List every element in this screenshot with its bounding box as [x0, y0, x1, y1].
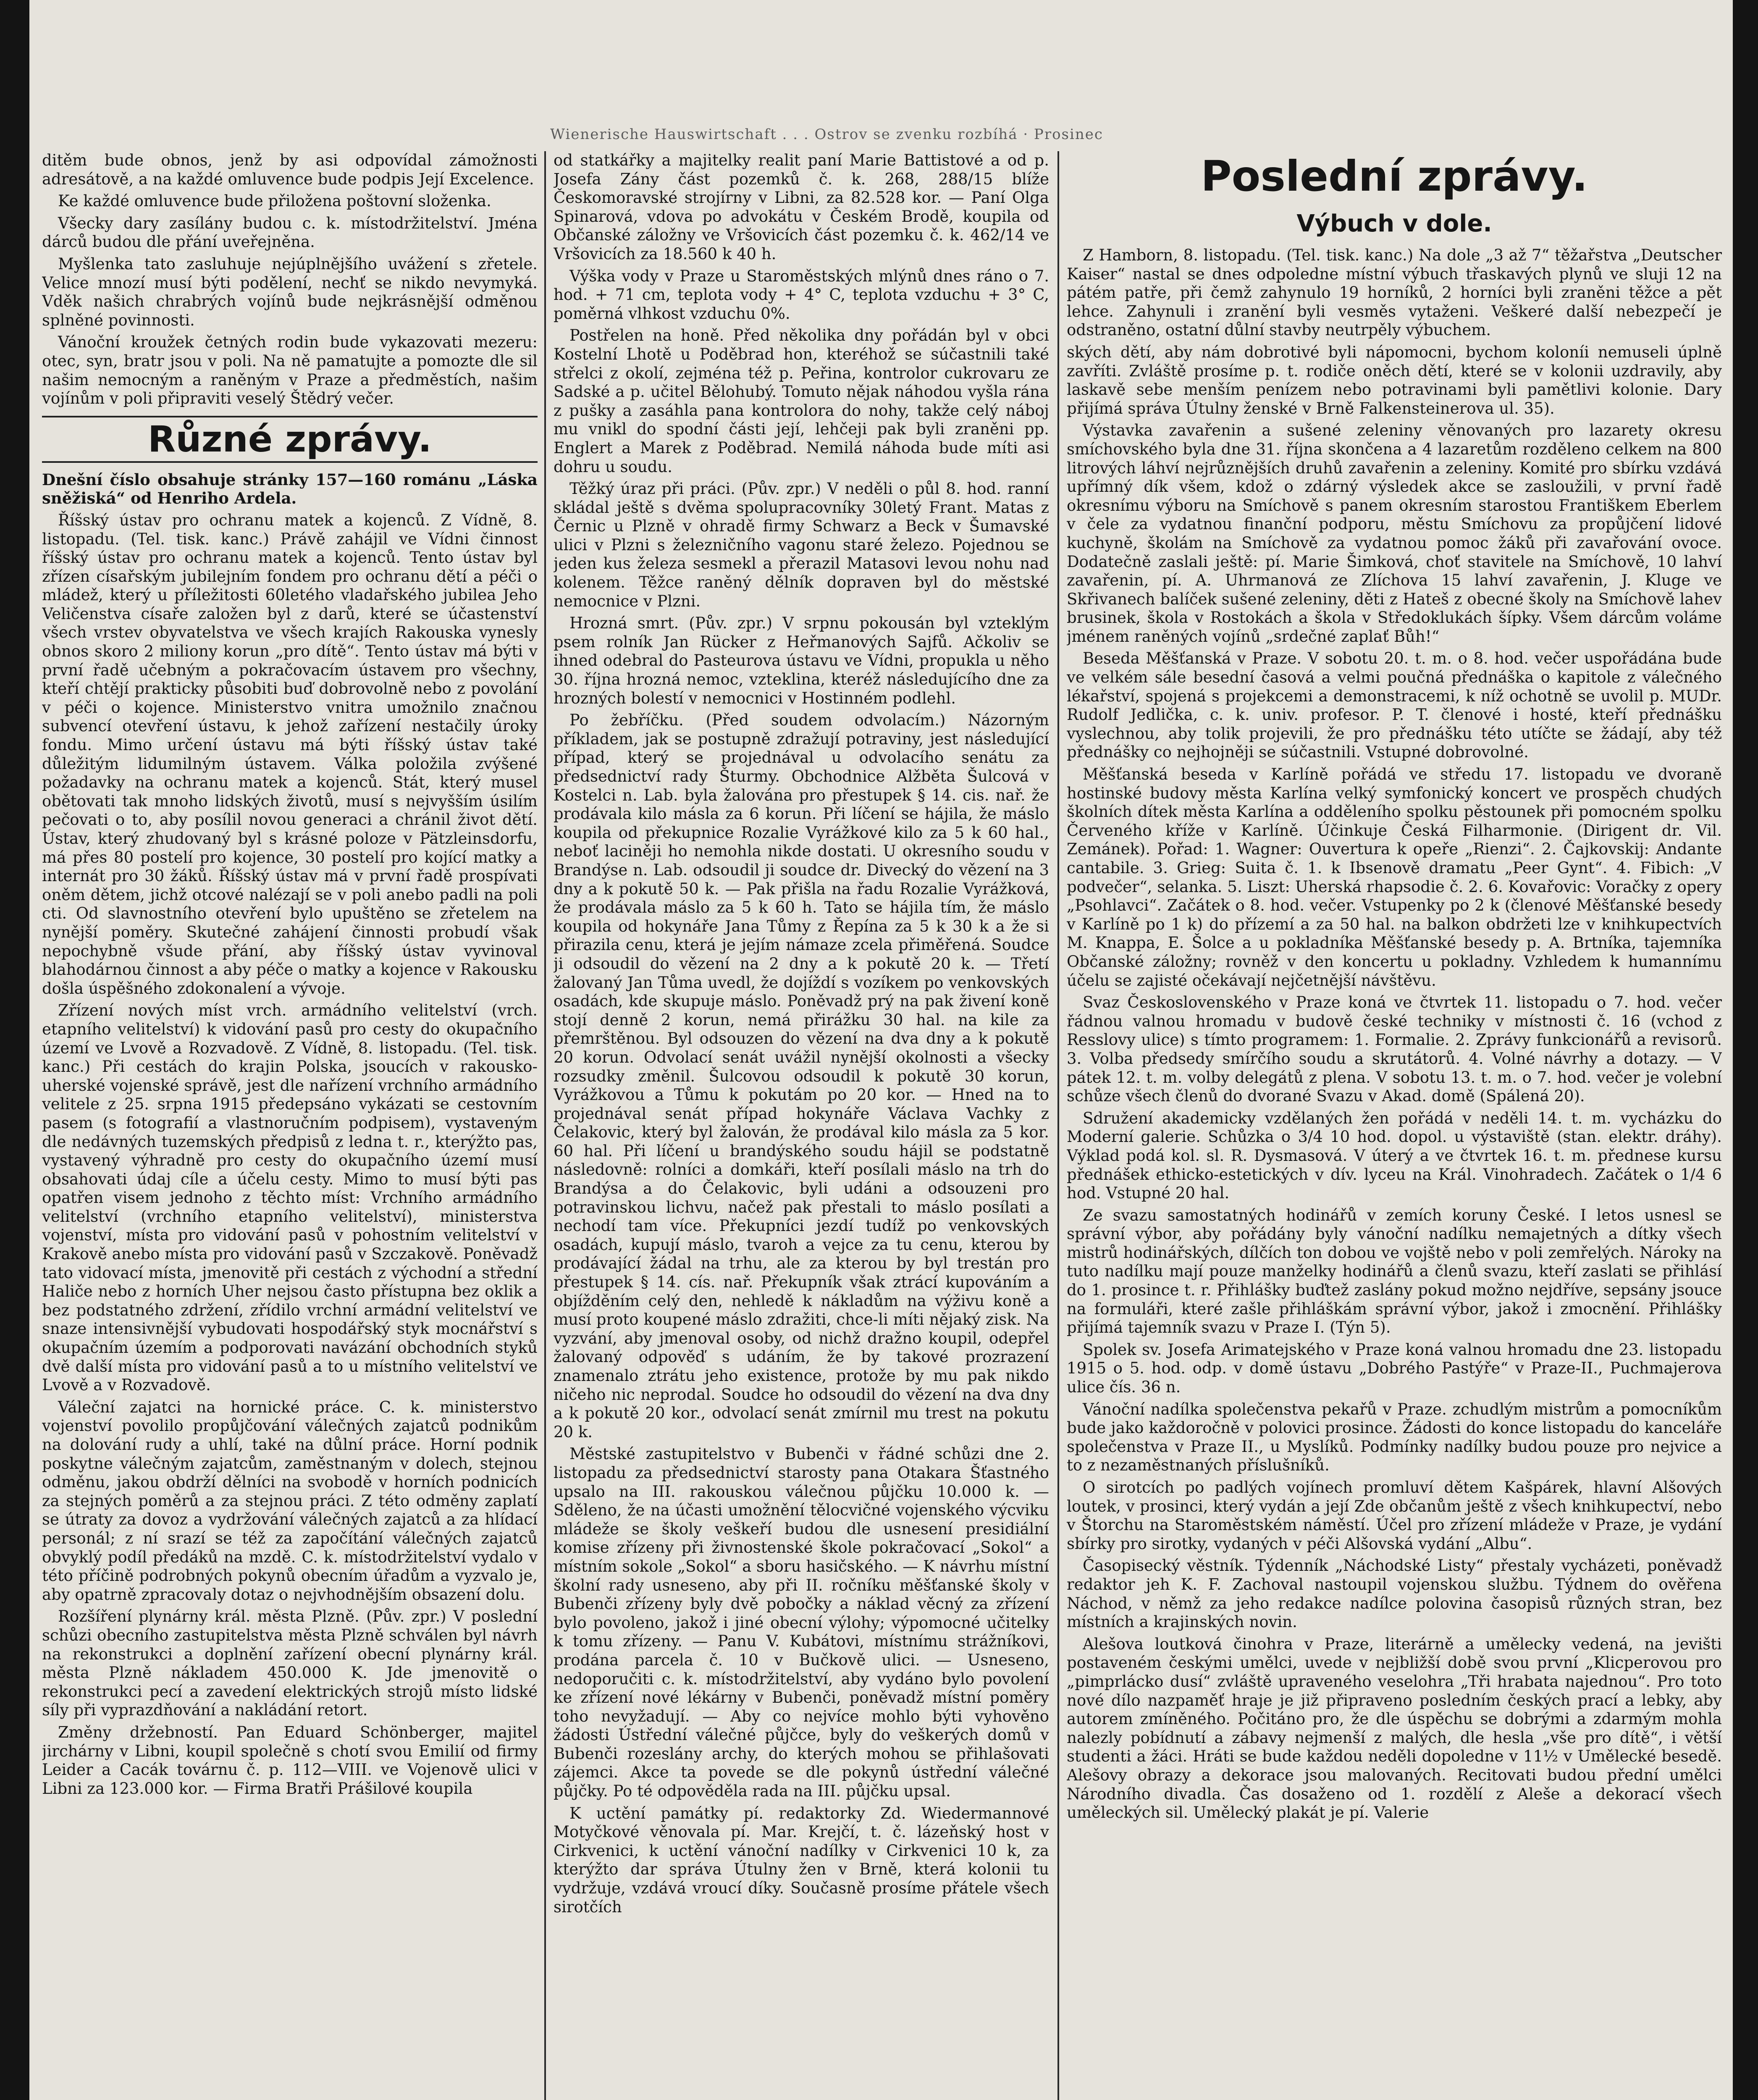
- article-paragraph: Myšlenka tato zasluhuje nejúplnějšího uvážení s zřetele. Velice mnozí musí býti podělení, nechť se nikdo nevymyká. Vděk našich chrabrých vojínů bude nejkrásnější odměnou splněné povinnosti.: [42, 255, 538, 329]
- column-rule-2: [1057, 151, 1059, 2100]
- news-item: Rozšíření plynárny král. města Plzně. (Pův. zpr.) V poslední schůzi obecního zastupitelstva města Plzně schválen byl návrh na rekonstrukci a doplnění zařízení obecní plynárny král. města Plzně nákladem 450.000 K. Jde jmenovitě o rekonstrukci pecí a zavedení elektrických strojů místo lidské síly při vyprazdňování a nakládání retort.: [42, 1607, 538, 1719]
- section-heading-ruzne-zpravy: Různé zprávy.: [42, 416, 538, 463]
- news-item: Dnešní číslo obsahuje stránky 157—160 románu „Láska sněžiská“ od Henriho Ardela.: [42, 470, 538, 508]
- news-item: Alešova loutková činohra v Praze, literárně a umělecky vedená, na jevišti postaveném českými umělci, uvede v nejbližší době svou první „Klicperovou pro „pimprlácko dusí“ zvláště upraveného veselohra „Tři hrabata najednou“. Pro toto nové dílo nazpaměť hraje je již připraveno posledním českých prací a lebky, aby autorem zmíněného. Počitáno pro, že dle úspěchu se dobrými a zdarmým mohla nalezly pobídnutí a zábavy nejmenší z malých, dle hesla „vše pro dítě“, i větší studenti a žáci. Hráti se bude každou neděli dopoledne v 11½ v Umělecké besedě. Alešovy obrazy a dekorace jsou malovaných. Recitovati budou přední umělci Národního divadla. Čas dosaženo od 1. rozdělí z Aleše a dekorací všech uměleckých sil. Umělecký plakát je pí. Valerie: [1067, 1635, 1722, 1822]
- news-item: Svaz Československého v Praze koná ve čtvrtek 11. listopadu o 7. hod. večer řádnou valnou hromadu v budově české techniky v místnosti č. 16 (vchod z Resslovy ulice) s tímto programem: 1. Formalie. 2. Zprávy funkcionářů a revisorů. 3. Volba předsedy smírčího soudu a skrutátorů. 4. Volné návrhy a dotazy. — V pátek 12. t. m. volby delegátů z plena. V sobotu 13. t. m. o 7. hod. večer je volební schůze všech členů do dvorané Svazu v Akad. domě (Spálená 20).: [1067, 993, 1722, 1105]
- news-item: Časopisecký věstník. Týdenník „Náchodské Listy“ přestaly vycházeti, poněvadž redaktor jeh K. F. Zachoval nastoupil vojenskou službu. Týdnem do ověřena Náchod, v němž za jeho redakce nadílce polovina časopisů různých stran, bez místních a krajinských novin.: [1067, 1557, 1722, 1631]
- news-item: Sdružení akademicky vzdělaných žen pořádá v neděli 14. t. m. vycházku do Moderní galerie. Schůzka o 3/4 10 hod. dopol. u výstaviště (stan. elektr. dráhy). Výklad podá kol. sl. R. Dysmasová. V úterý a ve čtvrtek 16. t. m. přednese kursu přednášek ethicko-estetických v dív. lyceu na Král. Vinohradech. Začátek o 1/4 6 hod. Vstupné 20 hal.: [1067, 1109, 1722, 1202]
- news-item: ských dětí, aby nám dobrotivé byli nápomocni, bychom koloníi nemuseli úplně zavříti. Zvláště prosíme p. t. rodiče oněch dětí, které se v kolonii uzdravily, aby laskavě sebe menším penízem nebo potravinami byli pamětlivi kolonie. Dary přijímá správa Útulny ženské v Brně Falkensteinerova ul. 35).: [1067, 343, 1722, 417]
- column-1: [42, 151, 538, 2100]
- news-item: Z Hamborn, 8. listopadu. (Tel. tisk. kanc.) Na dole „3 až 7“ těžařstva „Deutscher Kaiser“ nastal se dnes odpoledne místní výbuch třaskavých plynů ve sluji 12 na pátém patře, při čemž zahynulo 19 horníků, 2 horníci byli zraněni těžce a pět lehce. Zahynuli i zranění byli vesměs vytaženi. Veškeré další nebezpečí je odstraněno, ostatní důlní stavby neutrpěly výbuchem.: [1067, 246, 1722, 339]
- news-item: Po žebříčku. (Před soudem odvolacím.) Názorným příkladem, jak se postupně zdražují potraviny, jest následující případ, který se projednával u odvolacího senátu za předsednictví rady Šturmy. Obchodnice Alžběta Šulcová v Kostelci n. Lab. byla žalována pro přestupek § 14. cis. nař. že prodávala kilo másla za 6 korun. Při líčení se hájila, že máslo koupila od překupnice Rozalie Vyrážkové kilo za 5 k 60 hal., neboť laciněji ho nemohla nikde dostati. U okresního soudu v Brandýse n. Lab. odsoudil ji soudce dr. Divecký do vězení na 3 dny a k pokutě 50 k. — Pak přišla na řadu Rozalie Vyrážková, že prodávala máslo za 5 k 60 h. Tato se hájila tím, že máslo koupila od hokynáře Jana Tůmy z Řepína za 5 k 30 k a že si přirazila cenu, která je jejím námaze zcela přiměřená. Soudce ji odsoudil do vězení na 2 dny a k pokutě 20 k. — Třetí žalovaný Jan Tůma uvedl, že dojíždí s vozíkem po venkovských osadách, kde skupuje máslo. Poněvadž prý na pak živení koně stojí denně 2 korun, nemá přirážku 30 hal. na kile za přemrštěnou. Byl odsouzen do vězení na dva dny a k pokutě 20 korun. Odvolací senát uvážil nynější okolnosti a všecky rozsudky změnil. Šulcovou odsoudil k pokutě 30 korun, Vyrážkovou a Tůmu k pokutám po 20 kor. — Hned na to projednával senát případ hokynáře Václava Vachky z Čelakovic, který byl žalován, že prodával kilo másla za 5 kor. 60 hal. Při líčení u brandýského soudu hájil se podstatně následovně: rolníci a domkáři, kteří posílali máslo na trh do Brandýsa a do Čelakovic, byli udáni a odsouzeni pro potravinskou lichvu, načež pak přestali to máslo posílati a nechodí tam více. Překupníci jezdí tudíž po venkovských osadách, kupují máslo, tvaroh a vejce za tu cenu, kterou by prodávající žádal na trhu, ale za kterou by byl trestán pro přestupek § 14. cís. nař. Překupník však ztrácí kupováním a objížděním celý den, nehledě k nákladům na výživu koně a musí proto koupené máslo zdražiti, chce-li míti nějaký zisk. Na vyzvání, aby jmenoval osoby, od nichž dražno koupil, odepřel žalovaný odpověď s udáním, že by takové prozrazení znamenalo ztrátu jeho existence, protože by mu pak nikdo ničeho nic neprodal. Soudce ho odsoudil do vězení na dva dny a k pokutě 20 kor., odvolací senát zmírnil mu trest na pokutu 20 k.: [554, 711, 1049, 1441]
- news-item: Váleční zajatci na hornické práce. C. k. ministerstvo vojenství povolilo propůjčování válečných zajatců podnikům na dolování rudy a uhlí, také na důlní práce. Horní podnik poskytne válečným zajatcům, zaměstnaným v dolech, stejnou odměnu, jakou obdrží dělníci na svobodě v horních podnicích za stejných poměrů a za stejnou práci. Z této odměny zaplatí se útraty za dovoz a vydržování válečných zajatců a za hlídací personál; z ní srazí se též za započítání válečných zajatců obvyklý podíl předáků na mzdě. C. k. místodržitelství vydalo v této příčině podrobných pokynů obecním úřadům a vyzvalo je, aby opatrně zpracovaly dotaz o nejvhodnějším obsazení dolu.: [42, 1398, 538, 1604]
- news-item: Říšský ústav pro ochranu matek a kojenců. Z Vídně, 8. listopadu. (Tel. tisk. kanc.) Právě zahájil ve Vídni činnost říšský ústav pro ochranu matek a kojenců. Tento ústav byl zřízen císařským jubilejním fondem pro ochranu dětí a péči o mládež, který u příležitosti 60letého vladařského jubilea Jeho Veličenstva císaře založen byl z darů, které se účastenství všech vrstev obyvatelstva ve všech krajích Rakouska vynesly obnos skoro 2 miliony korun „pro dítě“. Tento ústav má býti v první řadě učebným a pokračovacím ústavem pro všechny, kteří chtějí prakticky působiti buď dobrovolně nebo z povolání v péči o kojence. Ministerstvo vnitra umožnilo značnou subvencí otevření ústavu, k jehož zařízení nestačily úroky fondu. Mimo určení ústavu má býti říšský ústav také důležitým lidumilným ústavem. Válka položila zvýšené požadavky na ochranu matek a kojenců. Stát, který musel obětovati tak mnoho lidských životů, musí s nejvyšším úsilím pečovati o to, aby posílil novou generaci a chránil život dětí. Ústav, který zhudovaný byl s krásné poloze v Pätzleinsdorfu, má přes 80 postelí pro kojence, 30 postelí pro kojící matky a internát pro 30 žáků. Říšský ústav má v první řadě prospívati oněm dětem, jichž otcové nalézají se v poli anebo padli na poli cti. Od slavnostního otevření bylo upuštěno se zřetelem na nynější poměry. Skutečné zahájení činnosti probudí však nepochybně všude přání, aby říšský ústav vyvinoval blahodárnou činnost a aby péče o matky a kojence v Rakousku došla úspěšného zdokonalení a vývoje.: [42, 511, 538, 998]
- column-2: [554, 151, 1049, 2100]
- news-item: Postřelen na honě. Před několika dny pořádán byl v obci Kostelní Lhotě u Poděbrad hon, kteréhož se súčastnili také střelci z okolí, zejména též p. Peřina, kontrolor cukrovaru ze Sadské a p. učitel Bělohubý. Tomuto nějak náhodou vyšla rána z pušky a zasáhla pana kontrolora do nohy, takže celý náboj mu vnikl do spodní části její, lehčeji pak byli zraněni pp. Englert a Marek z Poděbrad. Nemilá náhoda bude míti asi dohru u soudu.: [554, 326, 1049, 476]
- scan-border-right: [1733, 0, 1758, 2100]
- article-paragraph: Ke každé omluvence bude přiložena poštovní složenka.: [58, 192, 491, 210]
- news-item: Měšťanská beseda v Karlíně pořádá ve středu 17. listopadu ve dvoraně hostinské budovy města Karlína velký symfonický koncert ve prospěch chudých školních dítek města Karlína a odděleního spolku pěstounek při pomocném spolku Červeného kříže v Karlíně. Účinkuje Česká Filharmonie. (Dirigent dr. Vil. Zemánek). Pořad: 1. Wagner: Ouvertura k opeře „Rienzi“. 2. Čajkovskij: Andante cantabile. 3. Grieg: Suita č. 1. k Ibsenově dramatu „Peer Gynt“. 4. Fibich: „V podvečer“, selanka. 5. Liszt: Uherská rhapsodie č. 2. 6. Kovařovic: Voračky z opery „Psohlavci“. Začátek o 8. hod. večer. Vstupenky po 2 k (členové Měšťanské besedy v Karlíně po 1 k) do přízemí a za 50 hal. na balkon obdržeti lze v knihkupectvích M. Knappa, E. Šolce a u pokladníka Měšťanské besedy p. A. Brtníka, tajemníka Občanské záložny; rovněž v den koncertu u pokladny. Vzhledem k humannímu účelu se zajisté očekávají nejčetnější návštěvu.: [1067, 765, 1722, 990]
- column-rule-1: [544, 151, 546, 2100]
- article-paragraph: Vánoční kroužek četných rodin bude vykazovati mezeru: otec, syn, bratr jsou v poli. Na ně pamatujte a pomozte dle sil našim nemocným a raněným v Praze a předměstích, našim vojínům v poli připraviti veselý Štědrý večer.: [42, 333, 538, 408]
- news-item: K uctění památky pí. redaktorky Zd. Wiedermannové Motyčkové věnovala pí. Mar. Krejčí, t. č. lázeňský host v Cirkvenici, k uctění vánoční nadílky v Cirkvenici 10 k, za kterýžto dar správa Útulny žen v Brně, která kolonii tu vydržuje, vzdává vroucí díky. Současně prosíme přátele všech sirotčích: [554, 1804, 1049, 1916]
- news-item: Vánoční nadílka společenstva pekařů v Praze. zchudlým mistrům a pomocníkům bude jako každoročně v polovici prosince. Žádosti do konce listopadu do kanceláře společenstva v Praze II., u Myslíků. Podmínky nadílky budou pouze pro nejvice a to z nezaměstnaných příslušníků.: [1067, 1400, 1722, 1475]
- news-item: Městské zastupitelstvo v Bubenči v řádné schůzi dne 2. listopadu za předsednictví starosty pana Otakara Šťastného upsalo na III. rakouskou válečnou půjčku 10.000 k. — Sděleno, že na účasti umožnění tělocvičné vojenského výcviku mládeže se školy veškeří budou dle usnesení presidiální komise zřízeny při živnostenské škole pokračovací „Sokol“ a místním sokole „Sokol“ a sboru hasičského. — K návrhu místní školní rady usneseno, aby při II. ročníku měšťanské školy v Bubenči zřízeny byly dvě pobočky a náklad věcný za zřízení bylo povoleno, jakož i jiné obecní výlohy; výpomocné učitelky k tomu zřízeny. — Panu V. Kubátovi, místnímu strážníkovi, prodána parcela č. 10 v Bučkově ulici. — Usneseno, nedoporučiti c. k. místodržitelství, aby vydáno bylo povolení ke zřízení nové lékárny v Bubenči, poněvadž místní poměry toho nevyžadují. — Aby co nejvíce mohlo býti vyhověno žádosti Ústřední válečné půjčce, byly do veškerých domů v Bubenči rozeslány archy, do kterých mohou se přihlašovati zájemci. Akce ta povede se dle pokynů ústřední válečné půjčky. Po té odpověděla rada na III. půjčku upsal.: [554, 1445, 1049, 1801]
- subheading-vybuch-v-dole: Výbuch v dole.: [1296, 210, 1492, 237]
- news-item: Výška vody v Praze u Staroměstských mlýnů dnes ráno o 7. hod. + 71 cm, teplota vody + 4° C, teplota vzduchu + 3° C, poměrná vlhkost vzduchu 0%.: [554, 267, 1049, 323]
- article-paragraph: ditěm bude obnos, jenž by asi odpovídal zámožnosti adresátově, a na každé omluvence bude podpis Její Excelence.: [42, 151, 538, 188]
- news-item: Zřízení nových míst vrch. armádního velitelství (vrch. etapního velitelství) k vidování pasů pro cesty do okupačního území ve Lvově a Rozvadově. Z Vídně, 8. listopadu. (Tel. tisk. kanc.) Při cestách do krajin Polska, jsoucích v rakousko-uherské vojenské správě, jest dle nařízení vrchního armádního velitele z 25. srpna 1915 předepsáno vykázati se cestovním pasem (s fotografií a vlastnoručním podpisem), vystaveným dle nedávných tuzemských předpisů z ledna t. r., kterýžto pas, vystavený výhradně pro cesty do okupačního území musí obsahovati údaj cíle a účelu cesty. Mimo to musí býti pas opatřen visem jednoho z těchto míst: Vrchního armádního velitelství (vrchního etapního velitelství), ministerstva vojenství, místa pro vidování pasů v pohostním velitelství v Krakově anebo místa pro vidování pasů v Szczakově. Poněvadž tato vidovací místa, jmenovitě při cestách z východní a střední Haliče nebo z horních Uher nejsou často přístupna bez oklik a bez podstatného zdržení, zřídilo vrchní armádní velitelství ve snaze intensivnější vybudovati hospodářský styk mocnářství s okupačním územím a podporovati navázání obchodních styků dvě další místa pro vidování pasů a to u místního velitelství ve Lvově a v Rozvadově.: [42, 1001, 538, 1394]
- bleed-through-header: Wienerische Hauswirtschaft . . . Ostrov se zvenku rozbíhá · Prosinec: [550, 126, 1103, 143]
- news-item: Výstavka zavařenin a sušené zeleniny věnovaných pro lazarety okresu smíchovského byla dne 31. října skončena a 4 lazaretům rozděleno celkem na 800 litrových láhví nejrůznějších druhů zavařenin a zeleniny. Komité pro sbírku vzdává upřímný dík všem, kdož o zdárný výsledek akce se zasloužili, v první řadě okresnímu výboru na Smíchově s panem okresním starostou Františkem Eberlem v čele za vydatnou finanční podporu, městu Smíchovu za propůjčení lidové kuchyně, školám na Smíchově za vydatnou pomoc žáků při zavařování ovoce. Dodatečně zaslali ještě: pí. Marie Šimková, choť stavitele na Smíchově, 10 lahví zavařenin, pí. A. Uhrmanová ze Zlíchova 15 lahví zavařenin, J. Kluge ve Skřivanech balíček sušené zeleniny, děti z Hateš z obecné školy na Smíchově lahev brusinek, škola v Rostokách a škola v Středoklukách šípky. Všem dárcům voláme jménem raněných vojínů „srdečné zaplať Bůh!“: [1067, 421, 1722, 646]
- section-heading-posledni-zpravy: Poslední zprávy.: [1201, 152, 1588, 201]
- article-paragraph: Všecky dary zasílány budou c. k. místodržitelství. Jména dárců budou dle přání uveřejněna.: [42, 214, 538, 251]
- news-item: O sirotcích po padlých vojínech promluví dětem Kašpárek, hlavní Alšových loutek, v prosinci, který vydán a její Zde občanům ještě z všech knihkupectví, nebo v Štorchu na Staroměstském náměstí. Účel pro zřízení mládeže v Praze, je vydání sbírky pro sirotky, vydaných v péči Alšovská vydání „Albu“.: [1067, 1478, 1722, 1553]
- scan-border-left: [0, 0, 29, 2100]
- news-item: od statkářky a majitelky realit paní Marie Battistové a od p. Josefa Zány část pozemků č. k. 268, 288/15 blíže Českomoravské strojírny v Libni, za 82.528 kor. — Paní Olga Spinarová, vdova po advokátu v Českém Brodě, koupila od Občanské záložny ve Vršovicích část pozemku č. k. 462/14 ve Vršovicích za 18.560 k 40 h.: [554, 151, 1049, 263]
- news-item: Těžký úraz při práci. (Pův. zpr.) V neděli o půl 8. hod. ranní skládal ještě s dvěma spolupracovníky 30letý Frant. Matas z Černic u Plzně v ohradě firmy Schwarz a Beck v Šumavské ulici v Plzni s železničního vagonu staré železo. Pojednou se jeden kus železa sesmekl a přerazil Matasovi levou nohu nad kolenem. Těžce raněný dělník dopraven byl do městské nemocnice v Plzni.: [554, 480, 1049, 610]
- news-item: Hrozná smrt. (Pův. zpr.) V srpnu pokousán byl vzteklým psem rolník Jan Rücker z Heřmanových Sajfů. Ačkoliv se ihned odebral do Pasteurova ústavu ve Vídni, propukla u něho 30. října hrozná nemoc, vzteklina, kteréž následujícího dne za hrozných bolestí v nemocnici v Hostinném podlehl.: [554, 614, 1049, 707]
- news-item: Beseda Měšťanská v Praze. V sobotu 20. t. m. o 8. hod. večer uspořádána bude ve velkém sále besední časová a velmi poučná přednáška o kapitole z válečného lékařství, spojená s projekcemi a demonstracemi, k níž ochotně se uvolil p. MUDr. Rudolf Jedlička, c. k. univ. profesor. P. T. členové i hosté, kteří přednášku vyslechnou, aby tolik projevili, že pro přednášku této utíčte se žádají, aby též přednášky co nejhojněji se súčastnili. Vstupné dobrovolné.: [1067, 649, 1722, 761]
- column-3: [1067, 151, 1722, 2100]
- news-item: Spolek sv. Josefa Arimatejského v Praze koná valnou hromadu dne 23. listopadu 1915 o 5. hod. odp. v domě ústavu „Dobrého Pastýře“ v Praze-II., Puchmajerova ulice čís. 36 n.: [1067, 1340, 1722, 1396]
- news-item: Ze svazu samostatných hodinářů v zemích koruny České. I letos usnesl se správní výbor, aby pořádány byly vánoční nadílku nemajetných a dítky všech mistrů hodinářských, dílčích ton dobou ve vojště nebo v poli zemřelých. Nároky na tuto nadílku mají pouze manželky hodinářů a členů svazu, kteří zaslati se přihlásí do 1. prosince t. r. Přihlášky buďtež zaslány pokud možno nejdříve, sepsány jsouce na formuláři, které zašle přihláškám správní výbor, jakož i zmocnění. Přihlášky přijímá tajemník svazu v Praze I. (Týn 5).: [1067, 1206, 1722, 1337]
- news-item: Změny držebností. Pan Eduard Schönberger, majitel jirchárny v Libni, koupil společně s chotí svou Emilií od firmy Leider a Cacák továrnu č. p. 112—VIII. ve Vojenově ulici v Libni za 123.000 kor. — Firma Bratři Prášilové koupila: [42, 1723, 538, 1798]
